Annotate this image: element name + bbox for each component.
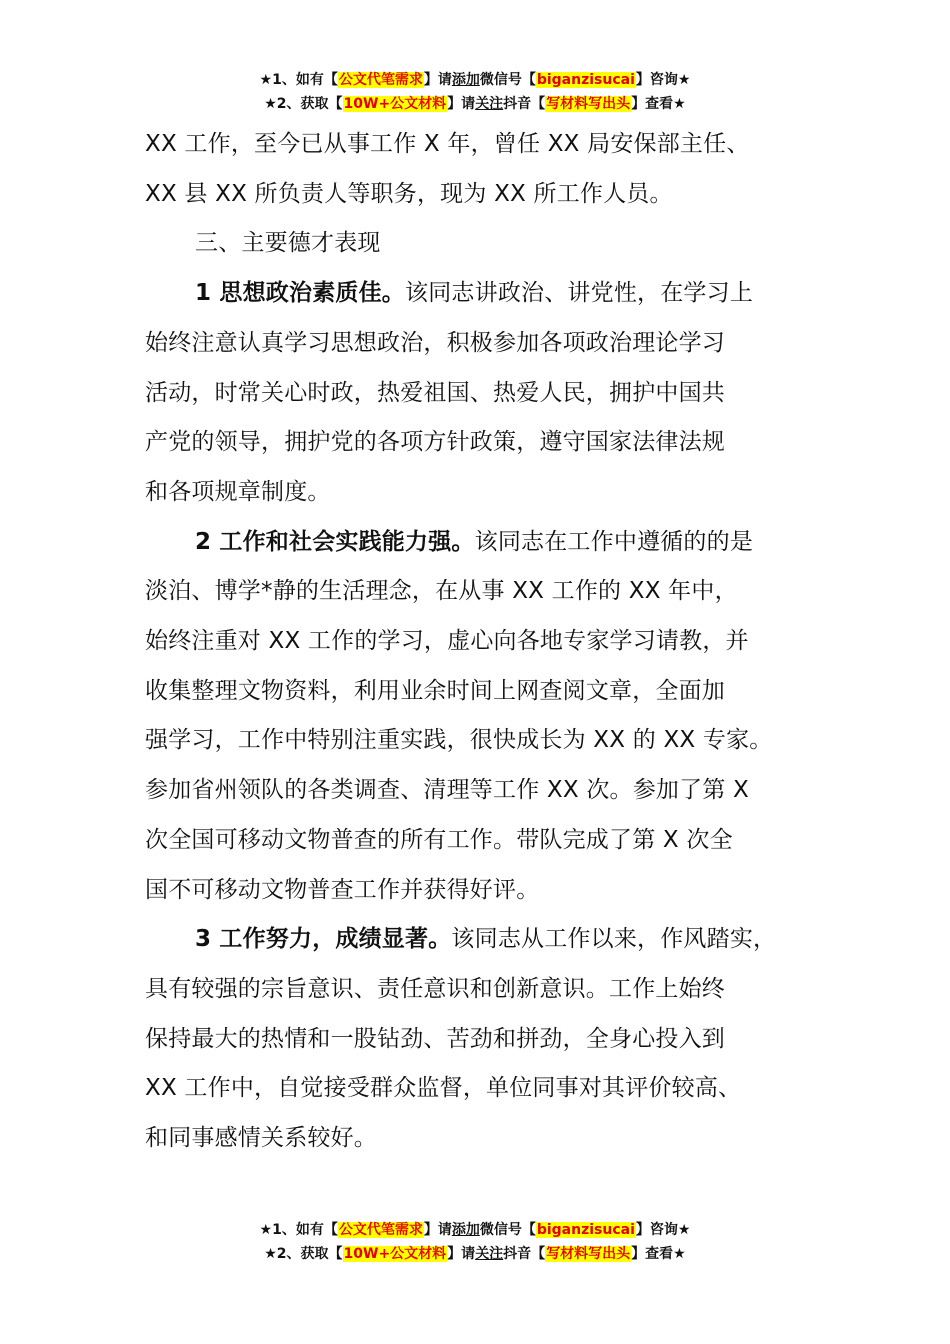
section-heading: 三、主要德才表现 [195, 230, 381, 257]
text-line [145, 915, 835, 965]
promo-underline: 添加 [451, 1222, 480, 1238]
text-line: 参加省州领队的各类调查、清理等工作 XX 次。参加了第 X [145, 777, 750, 804]
promo-highlight: 10W+公文材料 [343, 96, 447, 112]
promo-text: 】查看★ [631, 1246, 686, 1262]
text-line: XX 工作，至今已从事工作 X 年，曾任 XX 局安保部主任、 [145, 131, 750, 157]
text-line: 次全国可移动文物普查的所有工作。带队完成了第 X 次全 [145, 826, 733, 853]
promo-text: 】请 [447, 1246, 476, 1262]
text-line: 国不可移动文物普查工作并获得好评。 [145, 876, 540, 903]
text-line: 产党的领导，拥护党的各项方针政策，遵守国家法律法规 [145, 429, 725, 456]
text-run: 该同志从工作以来，作风踏实， [451, 926, 777, 953]
promo-text: 抖音【 [503, 96, 546, 112]
promo-highlight: 写材料写出头 [546, 96, 631, 112]
promo-line-2 [0, 92, 950, 116]
text-run: 该同志讲政治、讲党性，在学习上 [405, 280, 754, 307]
promo-text: 微信号【 [479, 1222, 536, 1238]
promo-underline: 添加 [451, 72, 480, 88]
promo-highlight: 公文代笔需求 [338, 72, 423, 88]
promo-line-1 [0, 68, 950, 92]
promo-text: 】请 [423, 72, 452, 88]
promo-text: ★2、获取【 [264, 96, 343, 112]
promo-underline: 关注 [475, 1246, 504, 1262]
text-run: 该同志在工作中遵循的的是 [474, 528, 754, 555]
text-line: 始终注意认真学习思想政治，积极参加各项政治理论学习 [145, 329, 725, 356]
text-line [145, 518, 835, 568]
paragraph-3 [145, 915, 835, 1164]
header-promo-banner [0, 68, 950, 116]
promo-text: 】咨询★ [635, 1222, 691, 1238]
text-line: 始终注重对 XX 工作的学习，虚心向各地专家学习请教，并 [145, 628, 749, 655]
text-line: XX 县 XX 所负责人等职务，现为 XX 所工作人员。 [145, 180, 673, 207]
text-line: XX 工作中，自觉接受群众监督，单位同事对其评价较高、 [145, 1075, 742, 1102]
promo-text: 】请 [447, 96, 476, 112]
promo-text: 抖音【 [503, 1246, 546, 1262]
text-line: 和同事感情关系较好。 [145, 1125, 377, 1152]
promo-text: ★1、如有【 [259, 72, 338, 88]
promo-text: 】查看★ [631, 96, 686, 112]
promo-text: ★1、如有【 [259, 1222, 338, 1238]
text-line [145, 269, 835, 319]
promo-highlight: biganzisucai [536, 1222, 635, 1238]
promo-line-2 [0, 1242, 950, 1266]
paragraph-1 [145, 269, 835, 518]
paragraph-lead: 2 工作和社会实践能力强。 [195, 528, 475, 555]
document-body [145, 120, 835, 1164]
intro-paragraph [145, 120, 835, 219]
promo-highlight: 10W+公文材料 [343, 1246, 447, 1262]
promo-highlight: 公文代笔需求 [338, 1222, 423, 1238]
paragraph-lead: 3 工作努力，成绩显著。 [195, 926, 452, 953]
promo-line-1 [0, 1218, 950, 1242]
promo-highlight: biganzisucai [536, 72, 635, 88]
promo-text: 】请 [423, 1222, 452, 1238]
paragraph-2 [145, 518, 835, 916]
text-line: 保持最大的热情和一股钻劲、苦劲和拼劲，全身心投入到 [145, 1025, 725, 1052]
footer-promo-banner [0, 1218, 950, 1266]
text-line: 和各项规章制度。 [145, 478, 331, 505]
text-line: 收集整理文物资料，利用业余时间上网查阅文章，全面加 [145, 677, 725, 704]
promo-text: 】咨询★ [635, 72, 691, 88]
text-line: 具有较强的宗旨意识、责任意识和创新意识。工作上始终 [145, 975, 725, 1002]
promo-text: ★2、获取【 [264, 1246, 343, 1262]
text-line: 强学习，工作中特别注重实践，很快成长为 XX 的 XX 专家。 [145, 727, 773, 754]
promo-text: 微信号【 [479, 72, 536, 88]
promo-highlight: 写材料写出头 [546, 1246, 631, 1262]
paragraph-lead: 1 思想政治素质佳。 [195, 280, 406, 307]
text-line: 活动，时常关心时政，热爱祖国、热爱人民，拥护中国共 [145, 379, 725, 406]
text-line: 淡泊、博学*静的生活理念，在从事 XX 工作的 XX 年中， [145, 578, 738, 605]
promo-underline: 关注 [475, 96, 504, 112]
